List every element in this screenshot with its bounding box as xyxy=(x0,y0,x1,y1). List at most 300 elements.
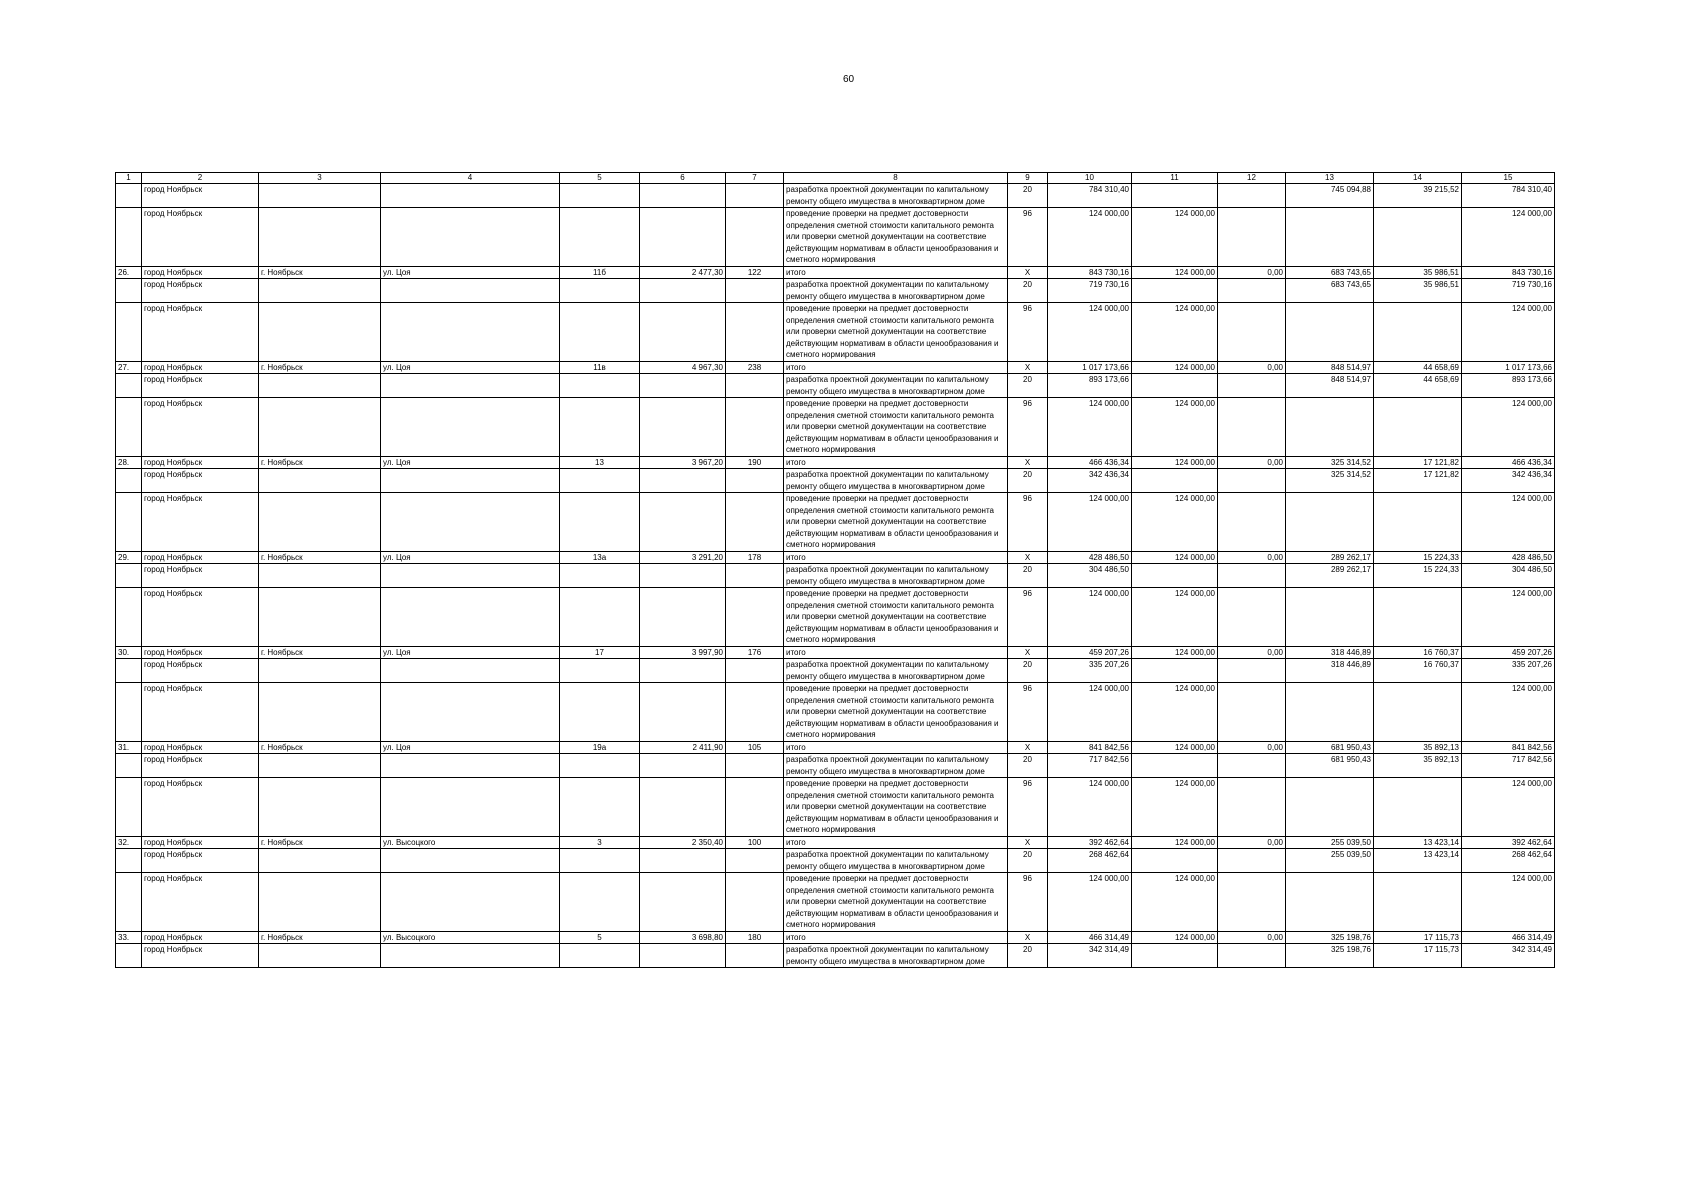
cell-house-number: 17 xyxy=(560,646,640,659)
cell-street xyxy=(381,754,560,778)
cell-cost-col-14: 44 658,69 xyxy=(1374,361,1462,374)
cell-cost-col-11: 124 000,00 xyxy=(1132,873,1218,932)
cell-cost-col-15: 268 462,64 xyxy=(1462,849,1555,873)
cell-cost-col-13: 325 314,52 xyxy=(1286,456,1374,469)
cell-row-index: 32. xyxy=(116,836,142,849)
cell-settlement xyxy=(259,184,381,208)
cell-cost-col-15: 466 436,34 xyxy=(1462,456,1555,469)
column-number-14: 14 xyxy=(1374,173,1462,184)
cell-municipality: город Ноябрьск xyxy=(142,564,259,588)
cell-house-number: 13а xyxy=(560,551,640,564)
cell-municipality: город Ноябрьск xyxy=(142,493,259,552)
cell-cost-col-14: 35 892,13 xyxy=(1374,741,1462,754)
cell-cost-col-11: 124 000,00 xyxy=(1132,456,1218,469)
cell-area xyxy=(640,849,726,873)
cell-house-number xyxy=(560,659,640,683)
cell-row-index xyxy=(116,564,142,588)
cell-cost-col-15: 342 436,34 xyxy=(1462,469,1555,493)
cell-street xyxy=(381,683,560,742)
cell-settlement xyxy=(259,398,381,457)
cell-settlement xyxy=(259,208,381,267)
cell-code: X xyxy=(1008,551,1048,564)
table-row xyxy=(116,873,1555,932)
cell-settlement xyxy=(259,564,381,588)
cell-street: ул. Цоя xyxy=(381,646,560,659)
cell-code: 96 xyxy=(1008,398,1048,457)
cell-total-cost: 124 000,00 xyxy=(1048,873,1132,932)
cell-cost-col-12 xyxy=(1218,208,1286,267)
cell-residents xyxy=(726,184,784,208)
column-number-6: 6 xyxy=(640,173,726,184)
cell-area xyxy=(640,279,726,303)
table-row xyxy=(116,741,1555,754)
cell-cost-col-13: 325 198,76 xyxy=(1286,931,1374,944)
cell-residents xyxy=(726,588,784,647)
cell-total-cost: 459 207,26 xyxy=(1048,646,1132,659)
cell-cost-col-13: 683 743,65 xyxy=(1286,279,1374,303)
cell-cost-col-15: 459 207,26 xyxy=(1462,646,1555,659)
cell-municipality: город Ноябрьск xyxy=(142,741,259,754)
cell-total-cost: 342 436,34 xyxy=(1048,469,1132,493)
cell-work-type: проведение проверки на предмет достоверности определения сметной стоимости капитального ремонта или проверки сметной документации на соответствие действующим нормативам в области ценообразования и сметного нормирования xyxy=(784,208,1008,267)
table-row xyxy=(116,931,1555,944)
cell-cost-col-15: 392 462,64 xyxy=(1462,836,1555,849)
column-number-15: 15 xyxy=(1462,173,1555,184)
cell-house-number xyxy=(560,873,640,932)
table-row xyxy=(116,208,1555,267)
cell-work-type: итого xyxy=(784,266,1008,279)
cell-area xyxy=(640,588,726,647)
cell-area: 4 967,30 xyxy=(640,361,726,374)
cell-cost-col-11: 124 000,00 xyxy=(1132,741,1218,754)
cell-settlement xyxy=(259,469,381,493)
cell-cost-col-13: 848 514,97 xyxy=(1286,361,1374,374)
cell-cost-col-15: 893 173,66 xyxy=(1462,374,1555,398)
cell-cost-col-12 xyxy=(1218,279,1286,303)
cell-residents: 176 xyxy=(726,646,784,659)
cell-municipality: город Ноябрьск xyxy=(142,683,259,742)
cell-area xyxy=(640,754,726,778)
cell-area xyxy=(640,778,726,837)
cell-street xyxy=(381,398,560,457)
cell-cost-col-11 xyxy=(1132,279,1218,303)
cell-street xyxy=(381,564,560,588)
cell-work-type: разработка проектной документации по капитальному ремонту общего имущества в многоквартирном доме xyxy=(784,659,1008,683)
cell-residents: 180 xyxy=(726,931,784,944)
cell-code: 20 xyxy=(1008,184,1048,208)
cell-municipality: город Ноябрьск xyxy=(142,646,259,659)
cell-cost-col-11: 124 000,00 xyxy=(1132,551,1218,564)
cell-cost-col-13 xyxy=(1286,873,1374,932)
cell-settlement: г. Ноябрьск xyxy=(259,836,381,849)
cell-total-cost: 124 000,00 xyxy=(1048,588,1132,647)
cell-cost-col-13 xyxy=(1286,208,1374,267)
cell-residents: 178 xyxy=(726,551,784,564)
cell-total-cost: 342 314,49 xyxy=(1048,944,1132,968)
cell-total-cost: 124 000,00 xyxy=(1048,778,1132,837)
cell-row-index xyxy=(116,469,142,493)
cell-municipality: город Ноябрьск xyxy=(142,754,259,778)
cell-cost-col-12 xyxy=(1218,659,1286,683)
cell-house-number: 11б xyxy=(560,266,640,279)
cell-cost-col-13: 848 514,97 xyxy=(1286,374,1374,398)
cell-settlement xyxy=(259,944,381,968)
table-row xyxy=(116,374,1555,398)
cell-area: 3 291,20 xyxy=(640,551,726,564)
cell-house-number xyxy=(560,374,640,398)
table-row xyxy=(116,778,1555,837)
cell-residents xyxy=(726,279,784,303)
cell-work-type: разработка проектной документации по капитальному ремонту общего имущества в многоквартирном доме xyxy=(784,279,1008,303)
cell-cost-col-14: 39 215,52 xyxy=(1374,184,1462,208)
cell-house-number: 13 xyxy=(560,456,640,469)
page-number: 60 xyxy=(842,74,855,85)
cell-residents xyxy=(726,564,784,588)
cell-row-index xyxy=(116,493,142,552)
cell-cost-col-11 xyxy=(1132,469,1218,493)
cell-cost-col-12 xyxy=(1218,469,1286,493)
cell-cost-col-13: 681 950,43 xyxy=(1286,754,1374,778)
cell-cost-col-13 xyxy=(1286,303,1374,362)
table-body xyxy=(116,173,1555,968)
cell-work-type: разработка проектной документации по капитальному ремонту общего имущества в многоквартирном доме xyxy=(784,564,1008,588)
cell-municipality: город Ноябрьск xyxy=(142,279,259,303)
cell-row-index: 28. xyxy=(116,456,142,469)
cell-cost-col-11: 124 000,00 xyxy=(1132,836,1218,849)
cell-cost-col-13: 255 039,50 xyxy=(1286,849,1374,873)
cell-cost-col-12: 0,00 xyxy=(1218,836,1286,849)
cell-street: ул. Цоя xyxy=(381,741,560,754)
cell-house-number: 3 xyxy=(560,836,640,849)
cell-settlement xyxy=(259,754,381,778)
cell-house-number xyxy=(560,754,640,778)
cell-cost-col-13: 745 094,88 xyxy=(1286,184,1374,208)
table-row xyxy=(116,266,1555,279)
cell-cost-col-12: 0,00 xyxy=(1218,741,1286,754)
cell-code: X xyxy=(1008,361,1048,374)
cell-total-cost: 843 730,16 xyxy=(1048,266,1132,279)
cell-residents: 122 xyxy=(726,266,784,279)
cell-cost-col-11: 124 000,00 xyxy=(1132,588,1218,647)
cell-street xyxy=(381,588,560,647)
cell-cost-col-11 xyxy=(1132,944,1218,968)
cell-cost-col-12: 0,00 xyxy=(1218,646,1286,659)
cell-code: 96 xyxy=(1008,588,1048,647)
cell-cost-col-14: 17 121,82 xyxy=(1374,456,1462,469)
cell-residents xyxy=(726,659,784,683)
cell-work-type: разработка проектной документации по капитальному ремонту общего имущества в многоквартирном доме xyxy=(784,849,1008,873)
cell-cost-col-13: 325 198,76 xyxy=(1286,944,1374,968)
cell-municipality: город Ноябрьск xyxy=(142,208,259,267)
table-row xyxy=(116,754,1555,778)
cell-municipality: город Ноябрьск xyxy=(142,456,259,469)
cell-cost-col-12: 0,00 xyxy=(1218,266,1286,279)
cell-cost-col-13 xyxy=(1286,778,1374,837)
cell-cost-col-14: 17 115,73 xyxy=(1374,944,1462,968)
cell-street: ул. Высоцкого xyxy=(381,836,560,849)
cell-municipality: город Ноябрьск xyxy=(142,836,259,849)
cell-area xyxy=(640,659,726,683)
cell-municipality: город Ноябрьск xyxy=(142,873,259,932)
cell-cost-col-12 xyxy=(1218,493,1286,552)
cell-work-type: разработка проектной документации по капитальному ремонту общего имущества в многоквартирном доме xyxy=(784,184,1008,208)
column-number-2: 2 xyxy=(142,173,259,184)
cell-house-number: 19а xyxy=(560,741,640,754)
cell-municipality: город Ноябрьск xyxy=(142,588,259,647)
cell-row-index xyxy=(116,208,142,267)
cell-residents xyxy=(726,873,784,932)
cell-work-type: разработка проектной документации по капитальному ремонту общего имущества в многоквартирном доме xyxy=(784,374,1008,398)
cell-total-cost: 124 000,00 xyxy=(1048,208,1132,267)
cell-cost-col-11 xyxy=(1132,184,1218,208)
cell-residents xyxy=(726,493,784,552)
cell-cost-col-15: 466 314,49 xyxy=(1462,931,1555,944)
column-number-10: 10 xyxy=(1048,173,1132,184)
cell-total-cost: 466 436,34 xyxy=(1048,456,1132,469)
column-number-9: 9 xyxy=(1008,173,1048,184)
cell-cost-col-15: 841 842,56 xyxy=(1462,741,1555,754)
cell-settlement xyxy=(259,849,381,873)
cell-cost-col-11: 124 000,00 xyxy=(1132,361,1218,374)
cell-municipality: город Ноябрьск xyxy=(142,659,259,683)
cell-residents xyxy=(726,398,784,457)
cell-cost-col-12 xyxy=(1218,303,1286,362)
cell-cost-col-12 xyxy=(1218,944,1286,968)
cell-cost-col-15: 124 000,00 xyxy=(1462,588,1555,647)
cell-area: 2 350,40 xyxy=(640,836,726,849)
table-row xyxy=(116,683,1555,742)
cell-municipality: город Ноябрьск xyxy=(142,303,259,362)
cell-row-index xyxy=(116,754,142,778)
cell-cost-col-11: 124 000,00 xyxy=(1132,683,1218,742)
cell-work-type: проведение проверки на предмет достоверности определения сметной стоимости капитального ремонта или проверки сметной документации на соответствие действующим нормативам в области ценообразования и сметного нормирования xyxy=(784,303,1008,362)
cell-cost-col-12 xyxy=(1218,374,1286,398)
cell-cost-col-12 xyxy=(1218,588,1286,647)
cell-cost-col-14 xyxy=(1374,398,1462,457)
cell-residents: 100 xyxy=(726,836,784,849)
table-row xyxy=(116,398,1555,457)
cell-row-index xyxy=(116,683,142,742)
cell-cost-col-11: 124 000,00 xyxy=(1132,208,1218,267)
cell-work-type: итого xyxy=(784,361,1008,374)
cell-area xyxy=(640,374,726,398)
cell-row-index xyxy=(116,944,142,968)
cell-cost-col-12 xyxy=(1218,564,1286,588)
column-number-3: 3 xyxy=(259,173,381,184)
cell-row-index xyxy=(116,303,142,362)
cell-row-index xyxy=(116,849,142,873)
cell-work-type: итого xyxy=(784,836,1008,849)
cell-cost-col-12 xyxy=(1218,873,1286,932)
cell-cost-col-14: 15 224,33 xyxy=(1374,564,1462,588)
cell-work-type: итого xyxy=(784,931,1008,944)
column-number-12: 12 xyxy=(1218,173,1286,184)
cell-total-cost: 784 310,40 xyxy=(1048,184,1132,208)
table-row xyxy=(116,836,1555,849)
cell-cost-col-15: 304 486,50 xyxy=(1462,564,1555,588)
cell-cost-col-14: 16 760,37 xyxy=(1374,646,1462,659)
cell-code: X xyxy=(1008,931,1048,944)
cell-cost-col-14: 16 760,37 xyxy=(1374,659,1462,683)
cell-cost-col-11 xyxy=(1132,374,1218,398)
cell-total-cost: 335 207,26 xyxy=(1048,659,1132,683)
cell-cost-col-15: 124 000,00 xyxy=(1462,683,1555,742)
cell-cost-col-15: 124 000,00 xyxy=(1462,208,1555,267)
cell-row-index: 30. xyxy=(116,646,142,659)
cell-house-number xyxy=(560,493,640,552)
cell-street: ул. Цоя xyxy=(381,361,560,374)
cell-residents xyxy=(726,303,784,362)
cell-area xyxy=(640,469,726,493)
cell-work-type: итого xyxy=(784,741,1008,754)
cell-street xyxy=(381,184,560,208)
cell-area xyxy=(640,493,726,552)
cell-cost-col-15: 124 000,00 xyxy=(1462,398,1555,457)
cell-work-type: итого xyxy=(784,646,1008,659)
cell-cost-col-14: 35 892,13 xyxy=(1374,754,1462,778)
column-number-13: 13 xyxy=(1286,173,1374,184)
cell-cost-col-13: 681 950,43 xyxy=(1286,741,1374,754)
cell-municipality: город Ноябрьск xyxy=(142,184,259,208)
cell-residents: 238 xyxy=(726,361,784,374)
cell-code: 96 xyxy=(1008,303,1048,362)
cell-work-type: проведение проверки на предмет достоверности определения сметной стоимости капитального ремонта или проверки сметной документации на соответствие действующим нормативам в области ценообразования и сметного нормирования xyxy=(784,588,1008,647)
cell-cost-col-12 xyxy=(1218,778,1286,837)
cell-cost-col-13 xyxy=(1286,588,1374,647)
cell-residents xyxy=(726,683,784,742)
cell-cost-col-14: 17 115,73 xyxy=(1374,931,1462,944)
table-row xyxy=(116,944,1555,968)
cell-settlement: г. Ноябрьск xyxy=(259,361,381,374)
cell-settlement xyxy=(259,279,381,303)
cell-residents: 190 xyxy=(726,456,784,469)
cell-street: ул. Цоя xyxy=(381,266,560,279)
cell-cost-col-12 xyxy=(1218,849,1286,873)
cell-total-cost: 124 000,00 xyxy=(1048,303,1132,362)
cell-cost-col-14: 44 658,69 xyxy=(1374,374,1462,398)
cell-area xyxy=(640,303,726,362)
cell-cost-col-14: 35 986,51 xyxy=(1374,279,1462,303)
cell-house-number xyxy=(560,279,640,303)
cell-cost-col-15: 124 000,00 xyxy=(1462,873,1555,932)
cell-row-index xyxy=(116,873,142,932)
cell-code: 96 xyxy=(1008,208,1048,267)
cell-street xyxy=(381,849,560,873)
cell-house-number: 11в xyxy=(560,361,640,374)
column-number-row xyxy=(116,173,1555,184)
cell-cost-col-13: 325 314,52 xyxy=(1286,469,1374,493)
cell-house-number xyxy=(560,778,640,837)
cell-cost-col-14: 15 224,33 xyxy=(1374,551,1462,564)
cell-code: 20 xyxy=(1008,374,1048,398)
cell-municipality: город Ноябрьск xyxy=(142,778,259,837)
cell-cost-col-11 xyxy=(1132,659,1218,683)
cell-municipality: город Ноябрьск xyxy=(142,361,259,374)
cell-code: 96 xyxy=(1008,778,1048,837)
cell-work-type: разработка проектной документации по капитальному ремонту общего имущества в многоквартирном доме xyxy=(784,754,1008,778)
table-row xyxy=(116,361,1555,374)
cell-cost-col-12 xyxy=(1218,683,1286,742)
cell-municipality: город Ноябрьск xyxy=(142,849,259,873)
column-number-11: 11 xyxy=(1132,173,1218,184)
cell-house-number xyxy=(560,564,640,588)
cell-cost-col-15: 335 207,26 xyxy=(1462,659,1555,683)
cell-cost-col-15: 342 314,49 xyxy=(1462,944,1555,968)
cell-work-type: проведение проверки на предмет достоверности определения сметной стоимости капитального ремонта или проверки сметной документации на соответствие действующим нормативам в области ценообразования и сметного нормирования xyxy=(784,778,1008,837)
table-row xyxy=(116,551,1555,564)
cell-street xyxy=(381,469,560,493)
works-table xyxy=(115,172,1555,968)
cell-cost-col-11 xyxy=(1132,564,1218,588)
cell-street xyxy=(381,303,560,362)
cell-cost-col-13 xyxy=(1286,683,1374,742)
cell-cost-col-15: 124 000,00 xyxy=(1462,778,1555,837)
cell-street xyxy=(381,374,560,398)
cell-cost-col-12 xyxy=(1218,754,1286,778)
table-row xyxy=(116,184,1555,208)
cell-settlement xyxy=(259,778,381,837)
cell-cost-col-13: 289 262,17 xyxy=(1286,551,1374,564)
cell-residents xyxy=(726,208,784,267)
table-row xyxy=(116,659,1555,683)
cell-street xyxy=(381,208,560,267)
cell-row-index: 29. xyxy=(116,551,142,564)
cell-cost-col-14 xyxy=(1374,588,1462,647)
cell-code: X xyxy=(1008,456,1048,469)
column-number-1: 1 xyxy=(116,173,142,184)
cell-residents xyxy=(726,849,784,873)
cell-house-number xyxy=(560,588,640,647)
column-number-4: 4 xyxy=(381,173,560,184)
cell-work-type: проведение проверки на предмет достоверности определения сметной стоимости капитального ремонта или проверки сметной документации на соответствие действующим нормативам в области ценообразования и сметного нормирования xyxy=(784,873,1008,932)
cell-total-cost: 717 842,56 xyxy=(1048,754,1132,778)
cell-total-cost: 719 730,16 xyxy=(1048,279,1132,303)
cell-total-cost: 304 486,50 xyxy=(1048,564,1132,588)
cell-house-number xyxy=(560,469,640,493)
cell-settlement xyxy=(259,493,381,552)
cell-row-index xyxy=(116,778,142,837)
cell-cost-col-11: 124 000,00 xyxy=(1132,303,1218,362)
cell-cost-col-15: 719 730,16 xyxy=(1462,279,1555,303)
cell-settlement xyxy=(259,588,381,647)
table-row xyxy=(116,303,1555,362)
cell-cost-col-11 xyxy=(1132,754,1218,778)
cell-settlement: г. Ноябрьск xyxy=(259,646,381,659)
cell-total-cost: 841 842,56 xyxy=(1048,741,1132,754)
cell-street xyxy=(381,493,560,552)
cell-area: 2 477,30 xyxy=(640,266,726,279)
cell-settlement: г. Ноябрьск xyxy=(259,741,381,754)
cell-area xyxy=(640,208,726,267)
cell-code: 96 xyxy=(1008,683,1048,742)
table-row xyxy=(116,646,1555,659)
cell-code: X xyxy=(1008,836,1048,849)
cell-cost-col-11: 124 000,00 xyxy=(1132,646,1218,659)
cell-house-number: 5 xyxy=(560,931,640,944)
cell-total-cost: 428 486,50 xyxy=(1048,551,1132,564)
cell-code: 96 xyxy=(1008,873,1048,932)
cell-street: ул. Цоя xyxy=(381,551,560,564)
cell-settlement xyxy=(259,374,381,398)
cell-area xyxy=(640,683,726,742)
cell-municipality: город Ноябрьск xyxy=(142,944,259,968)
cell-row-index: 31. xyxy=(116,741,142,754)
cell-total-cost: 124 000,00 xyxy=(1048,493,1132,552)
cell-total-cost: 268 462,64 xyxy=(1048,849,1132,873)
cell-house-number xyxy=(560,398,640,457)
cell-cost-col-14 xyxy=(1374,208,1462,267)
cell-work-type: проведение проверки на предмет достоверности определения сметной стоимости капитального ремонта или проверки сметной документации на соответствие действующим нормативам в области ценообразования и сметного нормирования xyxy=(784,493,1008,552)
